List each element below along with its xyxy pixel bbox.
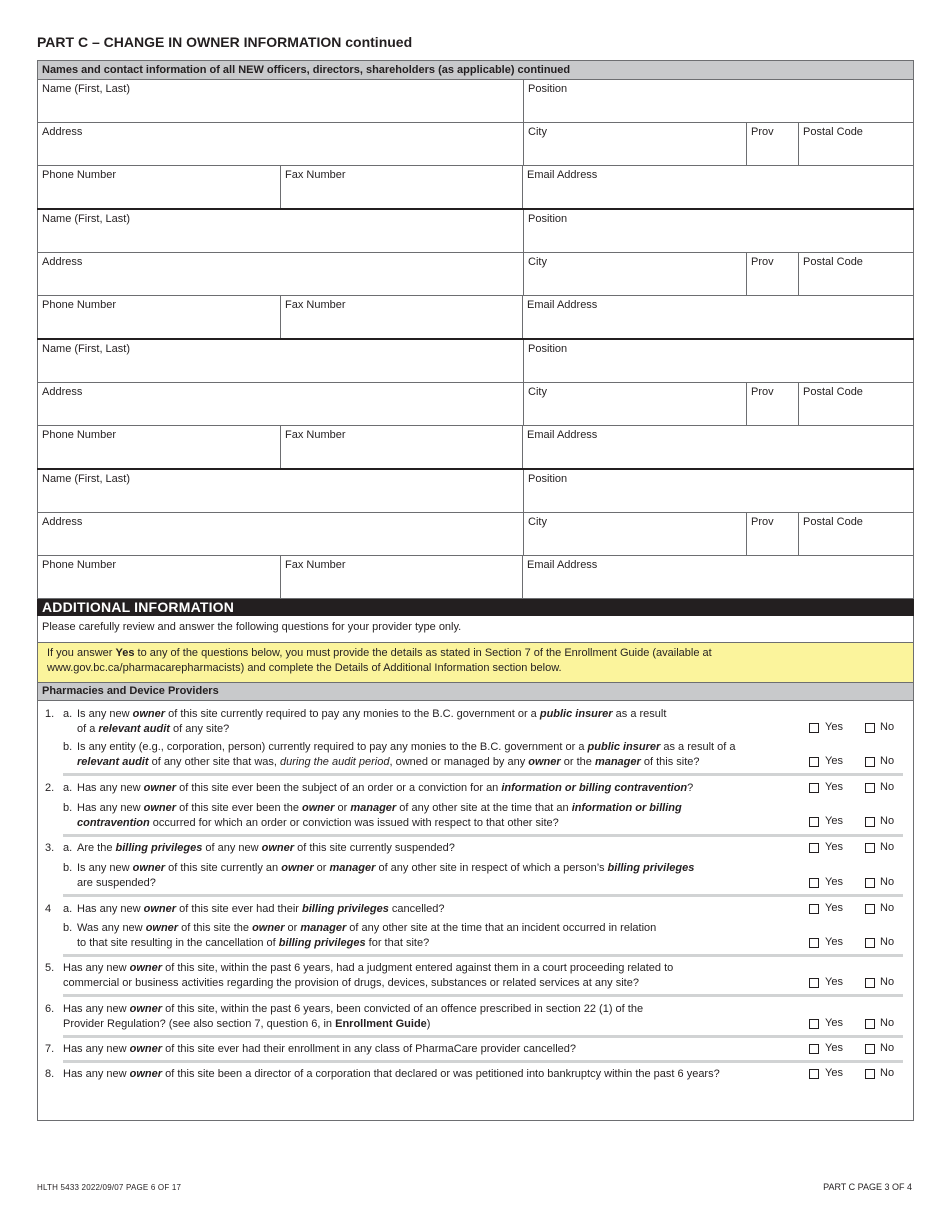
- yes-no-group-1a: Yes No: [809, 722, 909, 736]
- question-divider: [63, 994, 903, 997]
- yes-checkbox[interactable]: [809, 1019, 819, 1029]
- prov-field[interactable]: Prov: [746, 513, 798, 555]
- postal-code-field[interactable]: Postal Code: [798, 383, 913, 425]
- yes-no-group-5: Yes No: [809, 977, 909, 991]
- prov-field[interactable]: Prov: [746, 253, 798, 295]
- yes-no-group-4b: Yes No: [809, 937, 909, 951]
- yes-no-group-2a: Yes No: [809, 782, 909, 796]
- position-field[interactable]: Position: [523, 80, 913, 122]
- prov-field[interactable]: Prov: [746, 123, 798, 165]
- yes-no-group-4a: Yes No: [809, 903, 909, 917]
- no-checkbox[interactable]: [865, 978, 875, 988]
- position-field[interactable]: Position: [523, 210, 913, 252]
- owner-block: [37, 80, 914, 210]
- no-checkbox[interactable]: [865, 904, 875, 914]
- yes-checkbox[interactable]: [809, 843, 819, 853]
- questions-list: 1. a. Is any new owner of this site currently required to pay any monies to the B.C. government or a public insurer as a result of a relevant audit of any site? b. Is any entity (e.g., corporation, person) currently required to pay any monies to the B.C. government or a public insurer as a result of a relevant audit of any other site that was, during the audit period, owned or managed by any owner or the manager of this site? 2. a. Has any new owner of this site ever been the subject of an order or a conviction for an information or billing contravention? b. Has any new owner of this site ever been the owner or manager of any other site at the time that an information or billing contravention occurred for which an order or conviction was issued with respect to that other site? 3. a. Are the billing privileges of any new owner of this site currently suspended? b. Is any new owner of this site currently an owner or manager of any other site in respect of which a person’s billing privileges are suspended? 4 a. Has any new owner of this site ever had their billing privileges cancelled? b. Was any new owner of this site the owner or manager of any other site at the time that an incident occurred in relation to that site resulting in the cancellation of billing privileges for that site? 5. Has any new owner of this site, within the past 6 years, had a judgment entered against them in a court proceeding related to commercial or business activities regarding the provision of drugs, devices, substances or related services at any site? 6. Has any new owner of this site, within the past 6 years, been convicted of an offence prescribed in section 22 (1) of the Provider Regulation? (see also section 7, question 6, in Enrollment Guide) 7. Has any new owner of this site ever had their enrollment in any class of PharmaCare provider cancelled? 8. Has any new owner of this site been a director of a corporation that declared or was petitioned into bankruptcy within the past 6 years? Yes No Yes No Yes No Yes No Yes No Yes No Yes No Yes No Yes No Yes No Yes No Yes No: [37, 701, 914, 1121]
- page-number-footer: PART C PAGE 3 OF 4: [823, 1182, 912, 1192]
- city-field[interactable]: City: [523, 513, 746, 555]
- email-field[interactable]: Email Address: [522, 426, 913, 468]
- no-checkbox[interactable]: [865, 1019, 875, 1029]
- no-checkbox[interactable]: [865, 938, 875, 948]
- yes-no-group-3b: Yes No: [809, 877, 909, 891]
- additional-info-note: Please carefully review and answer the following questions for your provider type only.: [37, 616, 914, 643]
- yes-no-group-6: Yes No: [809, 1018, 909, 1032]
- name-field[interactable]: Name (First, Last): [42, 213, 131, 225]
- position-field[interactable]: Position: [523, 470, 913, 512]
- no-checkbox[interactable]: [865, 817, 875, 827]
- postal-code-field[interactable]: Postal Code: [798, 253, 913, 295]
- question-divider: [63, 773, 903, 776]
- no-checkbox[interactable]: [865, 783, 875, 793]
- yes-checkbox[interactable]: [809, 904, 819, 914]
- yes-checkbox[interactable]: [809, 978, 819, 988]
- additional-info-heading: ADDITIONAL INFORMATION: [37, 599, 914, 616]
- no-checkbox[interactable]: [865, 723, 875, 733]
- phone-field[interactable]: Phone Number: [42, 429, 116, 441]
- address-field[interactable]: Address: [42, 126, 83, 138]
- yes-checkbox[interactable]: [809, 1069, 819, 1079]
- owner-info-form: [37, 60, 914, 1121]
- yes-checkbox[interactable]: [809, 757, 819, 767]
- owner-block: [37, 340, 914, 470]
- owner-block: [37, 470, 914, 599]
- fax-field[interactable]: Fax Number: [280, 426, 522, 468]
- yes-checkbox[interactable]: [809, 1044, 819, 1054]
- no-checkbox[interactable]: [865, 757, 875, 767]
- fax-field[interactable]: Fax Number: [280, 166, 522, 208]
- yes-checkbox[interactable]: [809, 783, 819, 793]
- owner-block: [37, 210, 914, 340]
- question-divider: [63, 954, 903, 957]
- prov-field[interactable]: Prov: [746, 383, 798, 425]
- yes-no-group-1b: Yes No: [809, 756, 909, 770]
- no-checkbox[interactable]: [865, 843, 875, 853]
- yes-checkbox[interactable]: [809, 878, 819, 888]
- name-field[interactable]: Name (First, Last): [42, 83, 131, 95]
- position-field[interactable]: Position: [523, 340, 913, 382]
- address-field[interactable]: Address: [42, 516, 83, 528]
- phone-field[interactable]: Phone Number: [42, 299, 116, 311]
- phone-field[interactable]: Phone Number: [42, 169, 116, 181]
- no-checkbox[interactable]: [865, 1069, 875, 1079]
- no-checkbox[interactable]: [865, 878, 875, 888]
- address-field[interactable]: Address: [42, 386, 83, 398]
- name-field[interactable]: Name (First, Last): [42, 343, 131, 355]
- yes-no-group-8: Yes No: [809, 1068, 909, 1082]
- address-field[interactable]: Address: [42, 256, 83, 268]
- phone-field[interactable]: Phone Number: [42, 559, 116, 571]
- name-field[interactable]: Name (First, Last): [42, 473, 131, 485]
- yes-no-group-2b: Yes No: [809, 816, 909, 830]
- fax-field[interactable]: Fax Number: [280, 296, 522, 338]
- page-title: PART C – CHANGE IN OWNER INFORMATION continued: [37, 34, 413, 50]
- form-number-footer: HLTH 5433 2022/09/07 PAGE 6 OF 17: [37, 1183, 182, 1192]
- yes-checkbox[interactable]: [809, 938, 819, 948]
- yes-checkbox[interactable]: [809, 817, 819, 827]
- fax-field[interactable]: Fax Number: [280, 556, 522, 598]
- postal-code-field[interactable]: Postal Code: [798, 513, 913, 555]
- no-checkbox[interactable]: [865, 1044, 875, 1054]
- table-header: Names and contact information of all NEW officers, directors, shareholders (as applicable) continued: [37, 60, 914, 80]
- yes-no-group-7: Yes No: [809, 1043, 909, 1057]
- question-divider: [63, 894, 903, 897]
- yes-no-group-3a: Yes No: [809, 842, 909, 856]
- question-divider: [63, 834, 903, 837]
- city-field[interactable]: City: [523, 253, 746, 295]
- question-divider: [63, 1035, 903, 1038]
- postal-code-field[interactable]: Postal Code: [798, 123, 913, 165]
- email-field[interactable]: Email Address: [522, 556, 913, 598]
- yes-notice-box: If you answer Yes to any of the questions below, you must provide the details as stated in Section 7 of the Enrollment Guide (available at www.gov.bc.ca/pharmacarepharmacists) and complete the Details of Additional Information section below.: [37, 643, 914, 683]
- email-field[interactable]: Email Address: [522, 296, 913, 338]
- city-field[interactable]: City: [523, 383, 746, 425]
- question-divider: [63, 1060, 903, 1063]
- pharmacies-section-header: Pharmacies and Device Providers: [37, 683, 914, 701]
- email-field[interactable]: Email Address: [522, 166, 913, 208]
- city-field[interactable]: City: [523, 123, 746, 165]
- yes-checkbox[interactable]: [809, 723, 819, 733]
